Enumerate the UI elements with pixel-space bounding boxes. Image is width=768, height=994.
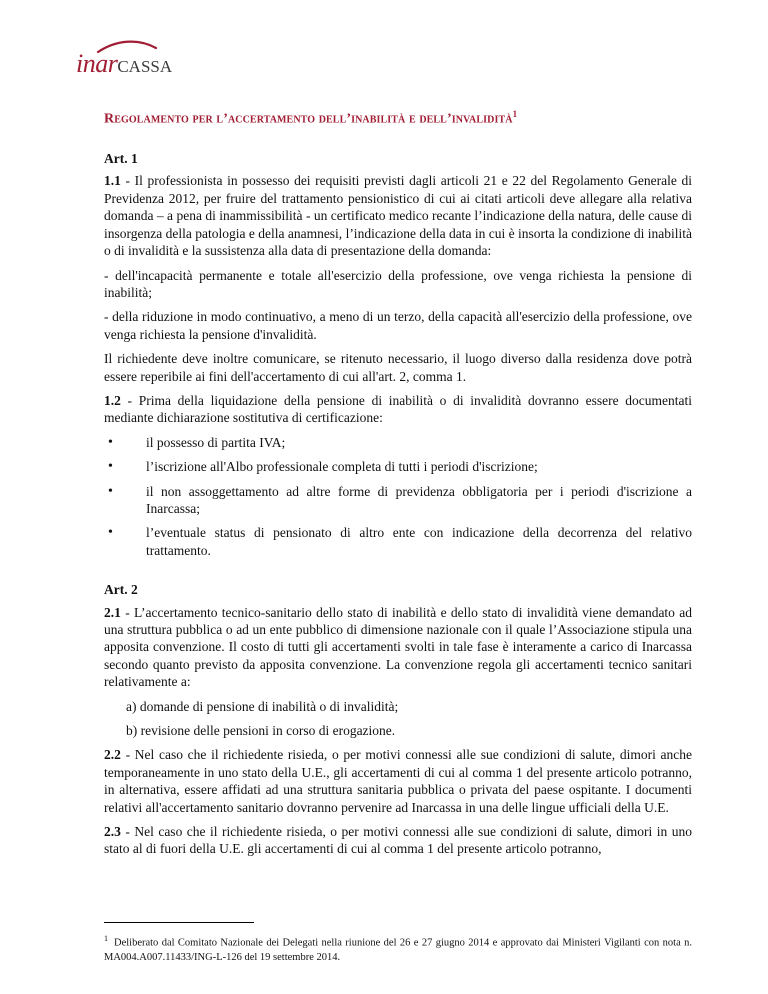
- footnote-divider: [104, 922, 254, 923]
- paragraph-number: 1.2: [104, 392, 121, 408]
- paragraph-2-2: [104, 746, 692, 816]
- document-body: [104, 100, 692, 865]
- footnote-reference: 1: [512, 109, 518, 119]
- paragraph-text: - L’accertamento tecnico-sanitario dello stato di inabilità e dello stato di invalidità viene demandato ad una struttura pubblica o ad un ente pubblico di dimensione nazionale con il quale l’Associazione stipula una apposita convenzione. Il costo di tutti gli accertamenti svolti in tale fase è interamente a carico di Inarcassa secondo quanto previsto da apposita convenzione. La convenzione regola gli accertamenti tecnico sanitari relativamente a:: [104, 604, 692, 690]
- documentation-list: [104, 434, 692, 559]
- footnote: [104, 932, 692, 965]
- paragraph-2-3: [104, 823, 692, 858]
- list-item: b) revisione delle pensioni in corso di erogazione.: [126, 723, 396, 739]
- paragraph-text: - Prima della liquidazione della pensione di inabilità o di invalidità dovranno essere documentati mediante dichiarazione sostitutiva di certificazione:: [104, 392, 692, 426]
- paragraph-number: 2.3: [104, 824, 121, 840]
- paragraph-text: - Nel caso che il richiedente risieda, o per motivi connessi alle sue condizioni di salute, dimori anche temporaneamente in uno stato della U.E., gli accertamenti di cui al comma 1 del presente articolo potranno, in alternativa, essere affidati ad una struttura sanitaria pubblica o privata del paese ospitante. I documenti relativi all'accertamento sanitario dovranno pervenire ad Inarcassa in una delle lingue ufficiali della U.E.: [104, 747, 692, 815]
- document-title-text: Regolamento per l’accertamento dell’inabilità e dell’invalidità: [104, 111, 513, 127]
- document-title: [104, 106, 692, 128]
- paragraph-1-2: [104, 392, 692, 427]
- paragraph-text: - Nel caso che il richiedente risieda, o per motivi connessi alle sue condizioni di salute, dimori in uno stato al di fuori della U.E. gli accertamenti di cui al comma 1 del presente articolo potranno,: [104, 824, 692, 857]
- list-item: • l’iscrizione all'Albo professionale completa di tutti i periodi d'iscrizione;: [104, 458, 692, 475]
- list-item: • l’eventuale status di pensionato di altro ente con indicazione della decorrenza del relativo trattamento.: [104, 524, 692, 559]
- paragraph-2-1: [104, 604, 692, 691]
- paragraph-inabilita: - dell'incapacità permanente e totale all'esercizio della professione, ove venga richiesta la pensione di inabilità;: [104, 267, 692, 300]
- article-2-heading: Art. 2: [104, 582, 138, 598]
- paragraph-number: 2.2: [104, 747, 121, 763]
- logo-wordmark-inar: inar: [76, 49, 118, 78]
- list-item: a) domande di pensione di inabilità o di invalidità;: [126, 698, 399, 714]
- footnote-mark: 1: [104, 934, 108, 943]
- article-1-heading: Art. 1: [104, 151, 138, 167]
- paragraph-number: 2.1: [104, 604, 121, 620]
- accertamenti-list: [104, 698, 692, 740]
- paragraph-text: - Il professionista in possesso dei requisiti previsti dagli articoli 21 e 22 del Regolamento Generale di Previdenza 2012, per fruire del trattamento pensionistico di cui ai citati articoli deve allegare alla relativa domanda – a pena di inammissibilità - un certificato medico recante l’indicazione della natura, delle cause di insorgenza della patologia e della anamnesi, l’indicazione della data in cui è insorta la condizione di inabilità o di invalidità e la sussistenza alla data di presentazione della domanda:: [104, 173, 692, 259]
- list-item: • il possesso di partita IVA;: [104, 434, 692, 451]
- list-item: • il non assoggettamento ad altre forme di previdenza obbligatoria per i periodi d'iscrizione a Inarcassa;: [104, 483, 692, 518]
- paragraph-reperibilita: Il richiedente deve inoltre comunicare, se ritenuto necessario, il luogo diverso dalla residenza dove potrà essere reperibile ai fini dell'accertamento di cui all'art. 2, comma 1.: [104, 351, 692, 384]
- paragraph-1-1: [104, 172, 692, 259]
- paragraph-invalidita: - della riduzione in modo continuativo, a meno di un terzo, della capacità all'esercizio della professione, ove venga richiesta la pensione d'invalidità.: [104, 309, 692, 342]
- paragraph-number: 1.1: [104, 173, 121, 189]
- logo-wordmark-cassa: cassa: [117, 52, 173, 78]
- footnote-text: Deliberato dal Comitato Nazionale dei Delegati nella riunione del 26 e 27 giugno 2014 e approvato dai Ministeri Vigilanti con nota n. MA004.A007.11433/ING-L-126 del 19 settembre 2014.: [104, 937, 692, 963]
- logo-wordmark: [76, 50, 172, 79]
- inarcassa-logo: [76, 38, 206, 82]
